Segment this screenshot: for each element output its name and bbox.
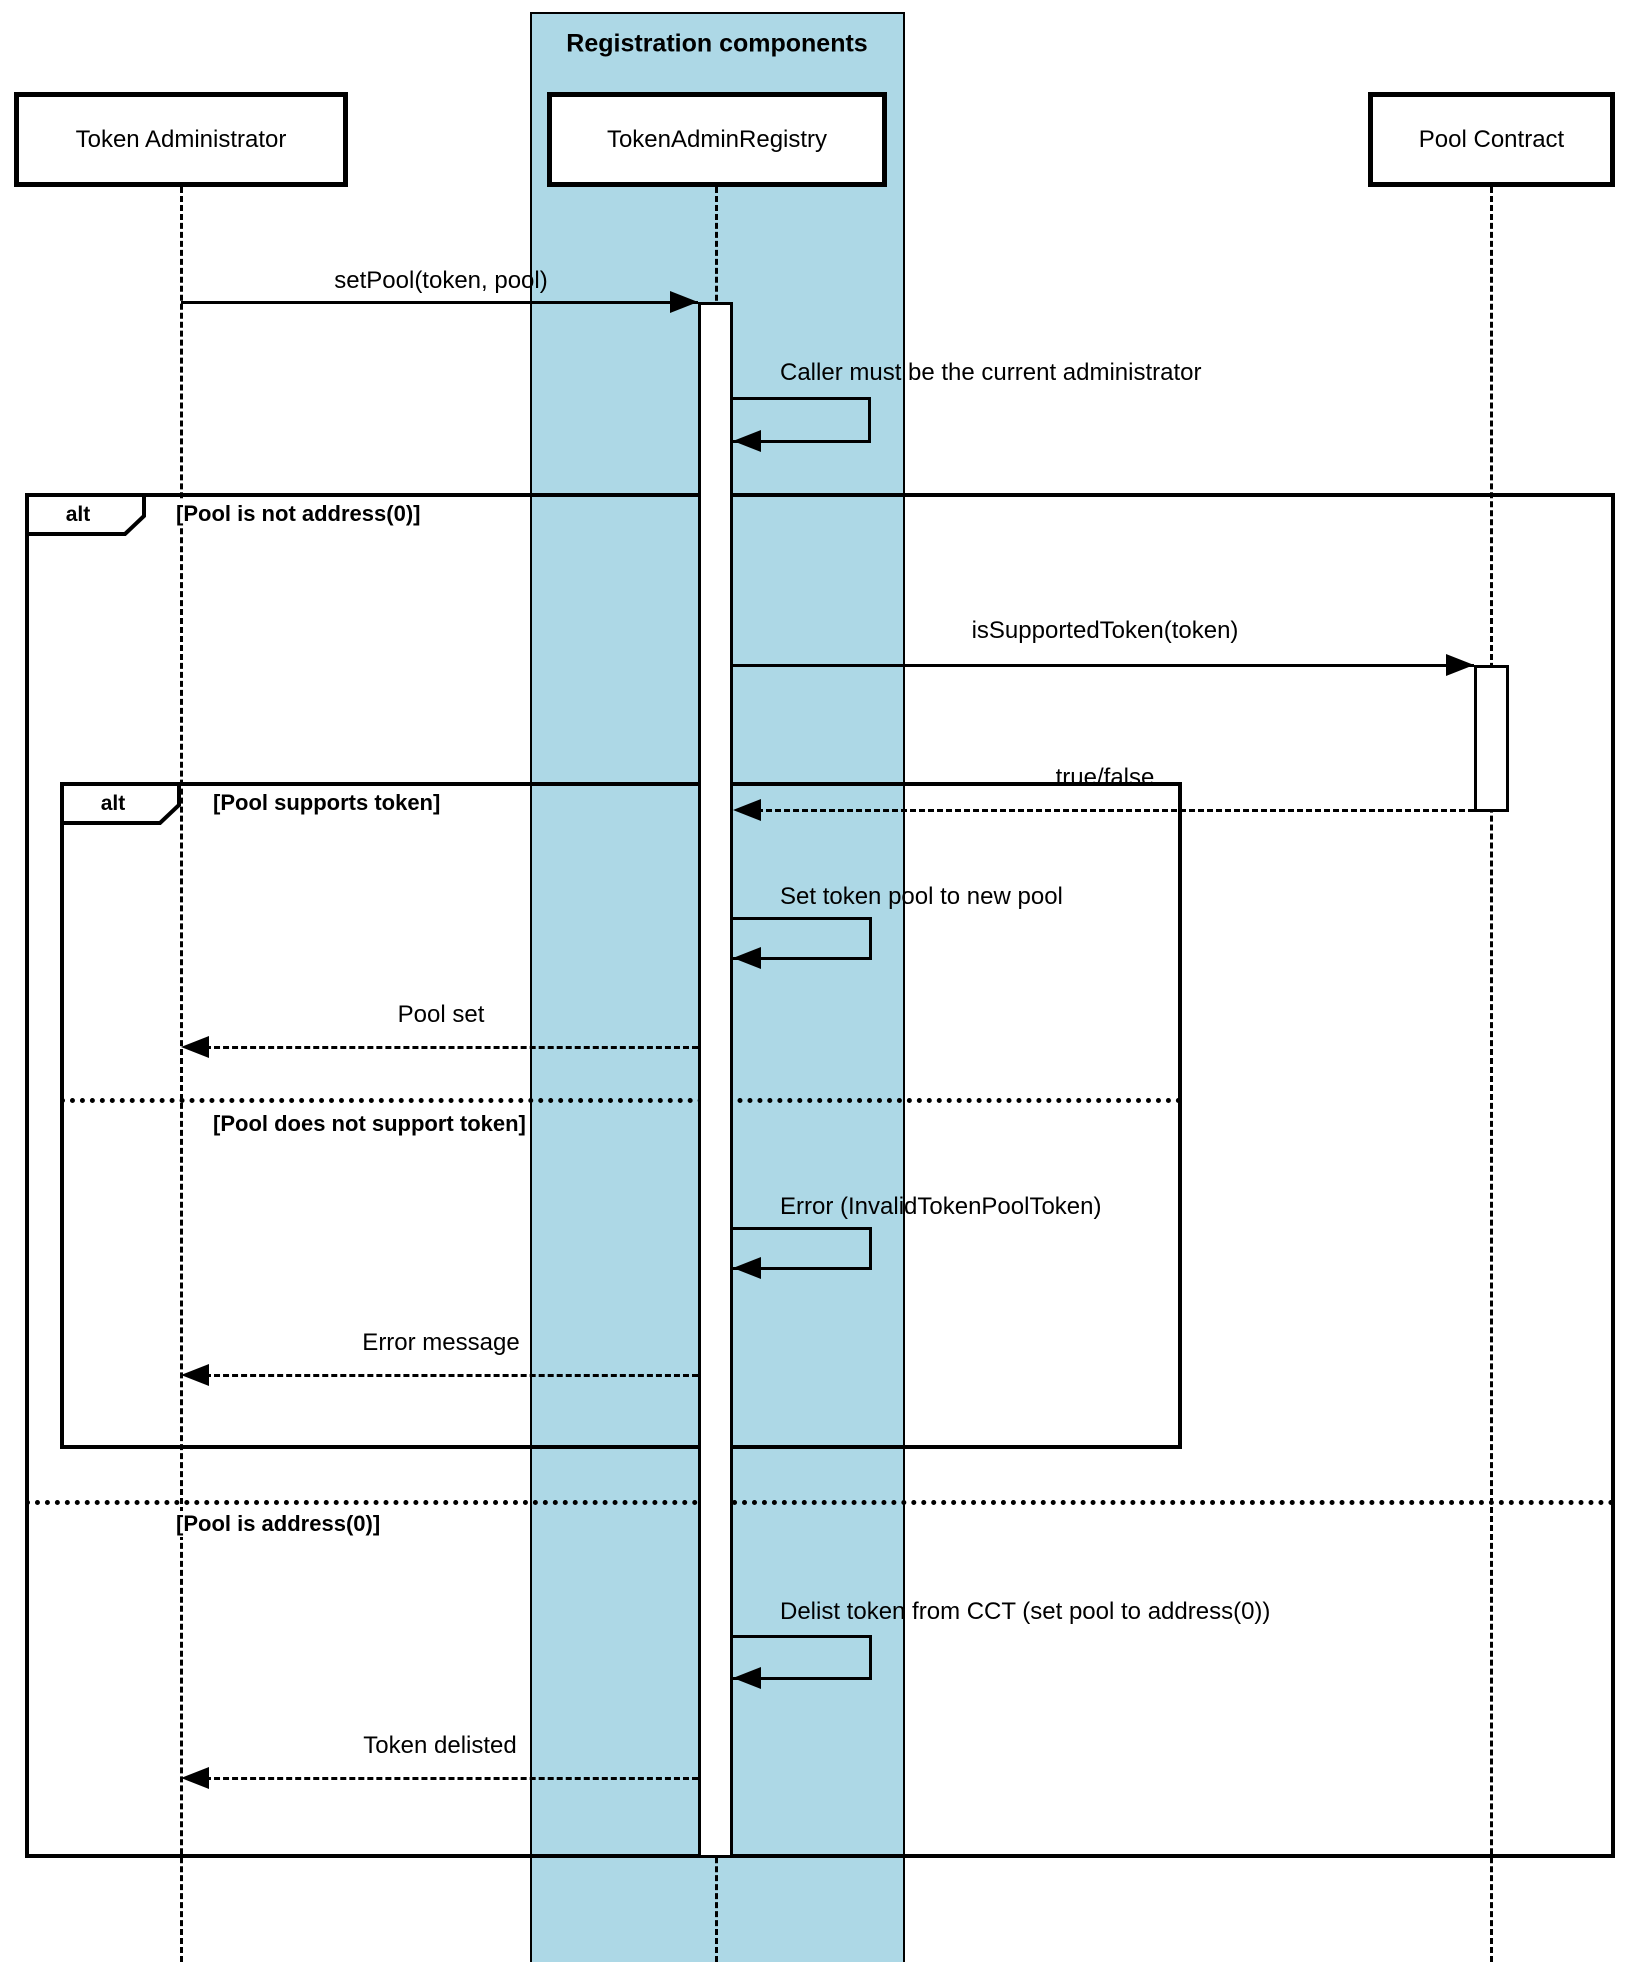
participant-pool-contract xyxy=(1368,92,1615,187)
arrowhead-true-false xyxy=(733,799,761,821)
message-line-true-false xyxy=(757,809,1474,812)
alt-divider-outer xyxy=(25,1500,1615,1505)
activation-bar-registry xyxy=(698,302,733,1858)
message-line-error-message xyxy=(205,1374,698,1377)
participant-token-admin-registry xyxy=(547,92,887,187)
activation-bar-pool xyxy=(1474,665,1509,812)
alt-condition-inner: [Pool supports token] xyxy=(210,790,443,816)
arrowhead-delist xyxy=(733,1667,761,1689)
arrowhead-error-invalid xyxy=(733,1257,761,1279)
alt-condition-outer: [Pool is not address(0)] xyxy=(173,501,423,527)
participant-token-administrator xyxy=(14,92,348,187)
arrowhead-caller-note xyxy=(733,430,761,452)
alt-else-condition-inner: [Pool does not support token] xyxy=(210,1111,529,1137)
participant-label: Pool Contract xyxy=(1418,125,1565,153)
alt-else-condition-outer: [Pool is address(0)] xyxy=(173,1511,383,1537)
arrowhead-token-delisted xyxy=(181,1767,209,1789)
message-label-delist: Delist token from CCT (set pool to address(0)) xyxy=(780,1598,1271,1625)
message-label-set-token-pool: Set token pool to new pool xyxy=(780,883,1063,910)
participant-label: Token Administrator xyxy=(75,125,287,153)
message-label-is-supported: isSupportedToken(token) xyxy=(971,617,1239,644)
message-line-is-supported xyxy=(733,664,1474,667)
alt-operator-outer: alt xyxy=(65,503,91,526)
arrowhead-is-supported xyxy=(1446,654,1474,676)
band-title: Registration components xyxy=(566,29,868,58)
participant-label: TokenAdminRegistry xyxy=(606,125,828,153)
message-line-set-pool xyxy=(181,301,698,304)
arrowhead-error-message xyxy=(181,1364,209,1386)
message-line-pool-set xyxy=(205,1046,698,1049)
message-label-true-false: true/false xyxy=(1055,764,1155,791)
alt-operator-inner: alt xyxy=(100,792,126,815)
message-label-pool-set: Pool set xyxy=(397,1001,485,1028)
message-label-caller-note: Caller must be the current administrator xyxy=(780,359,1202,386)
message-label-token-delisted: Token delisted xyxy=(363,1732,517,1759)
arrowhead-set-pool xyxy=(670,291,698,313)
message-label-error-invalid: Error (InvalidTokenPoolToken) xyxy=(780,1193,1102,1220)
message-label-error-message: Error message xyxy=(362,1329,520,1356)
message-line-token-delisted xyxy=(205,1777,698,1780)
alt-divider-inner xyxy=(60,1098,1182,1103)
message-label-set-pool: setPool(token, pool) xyxy=(334,267,548,294)
arrowhead-pool-set xyxy=(181,1036,209,1058)
arrowhead-set-token-pool xyxy=(733,947,761,969)
